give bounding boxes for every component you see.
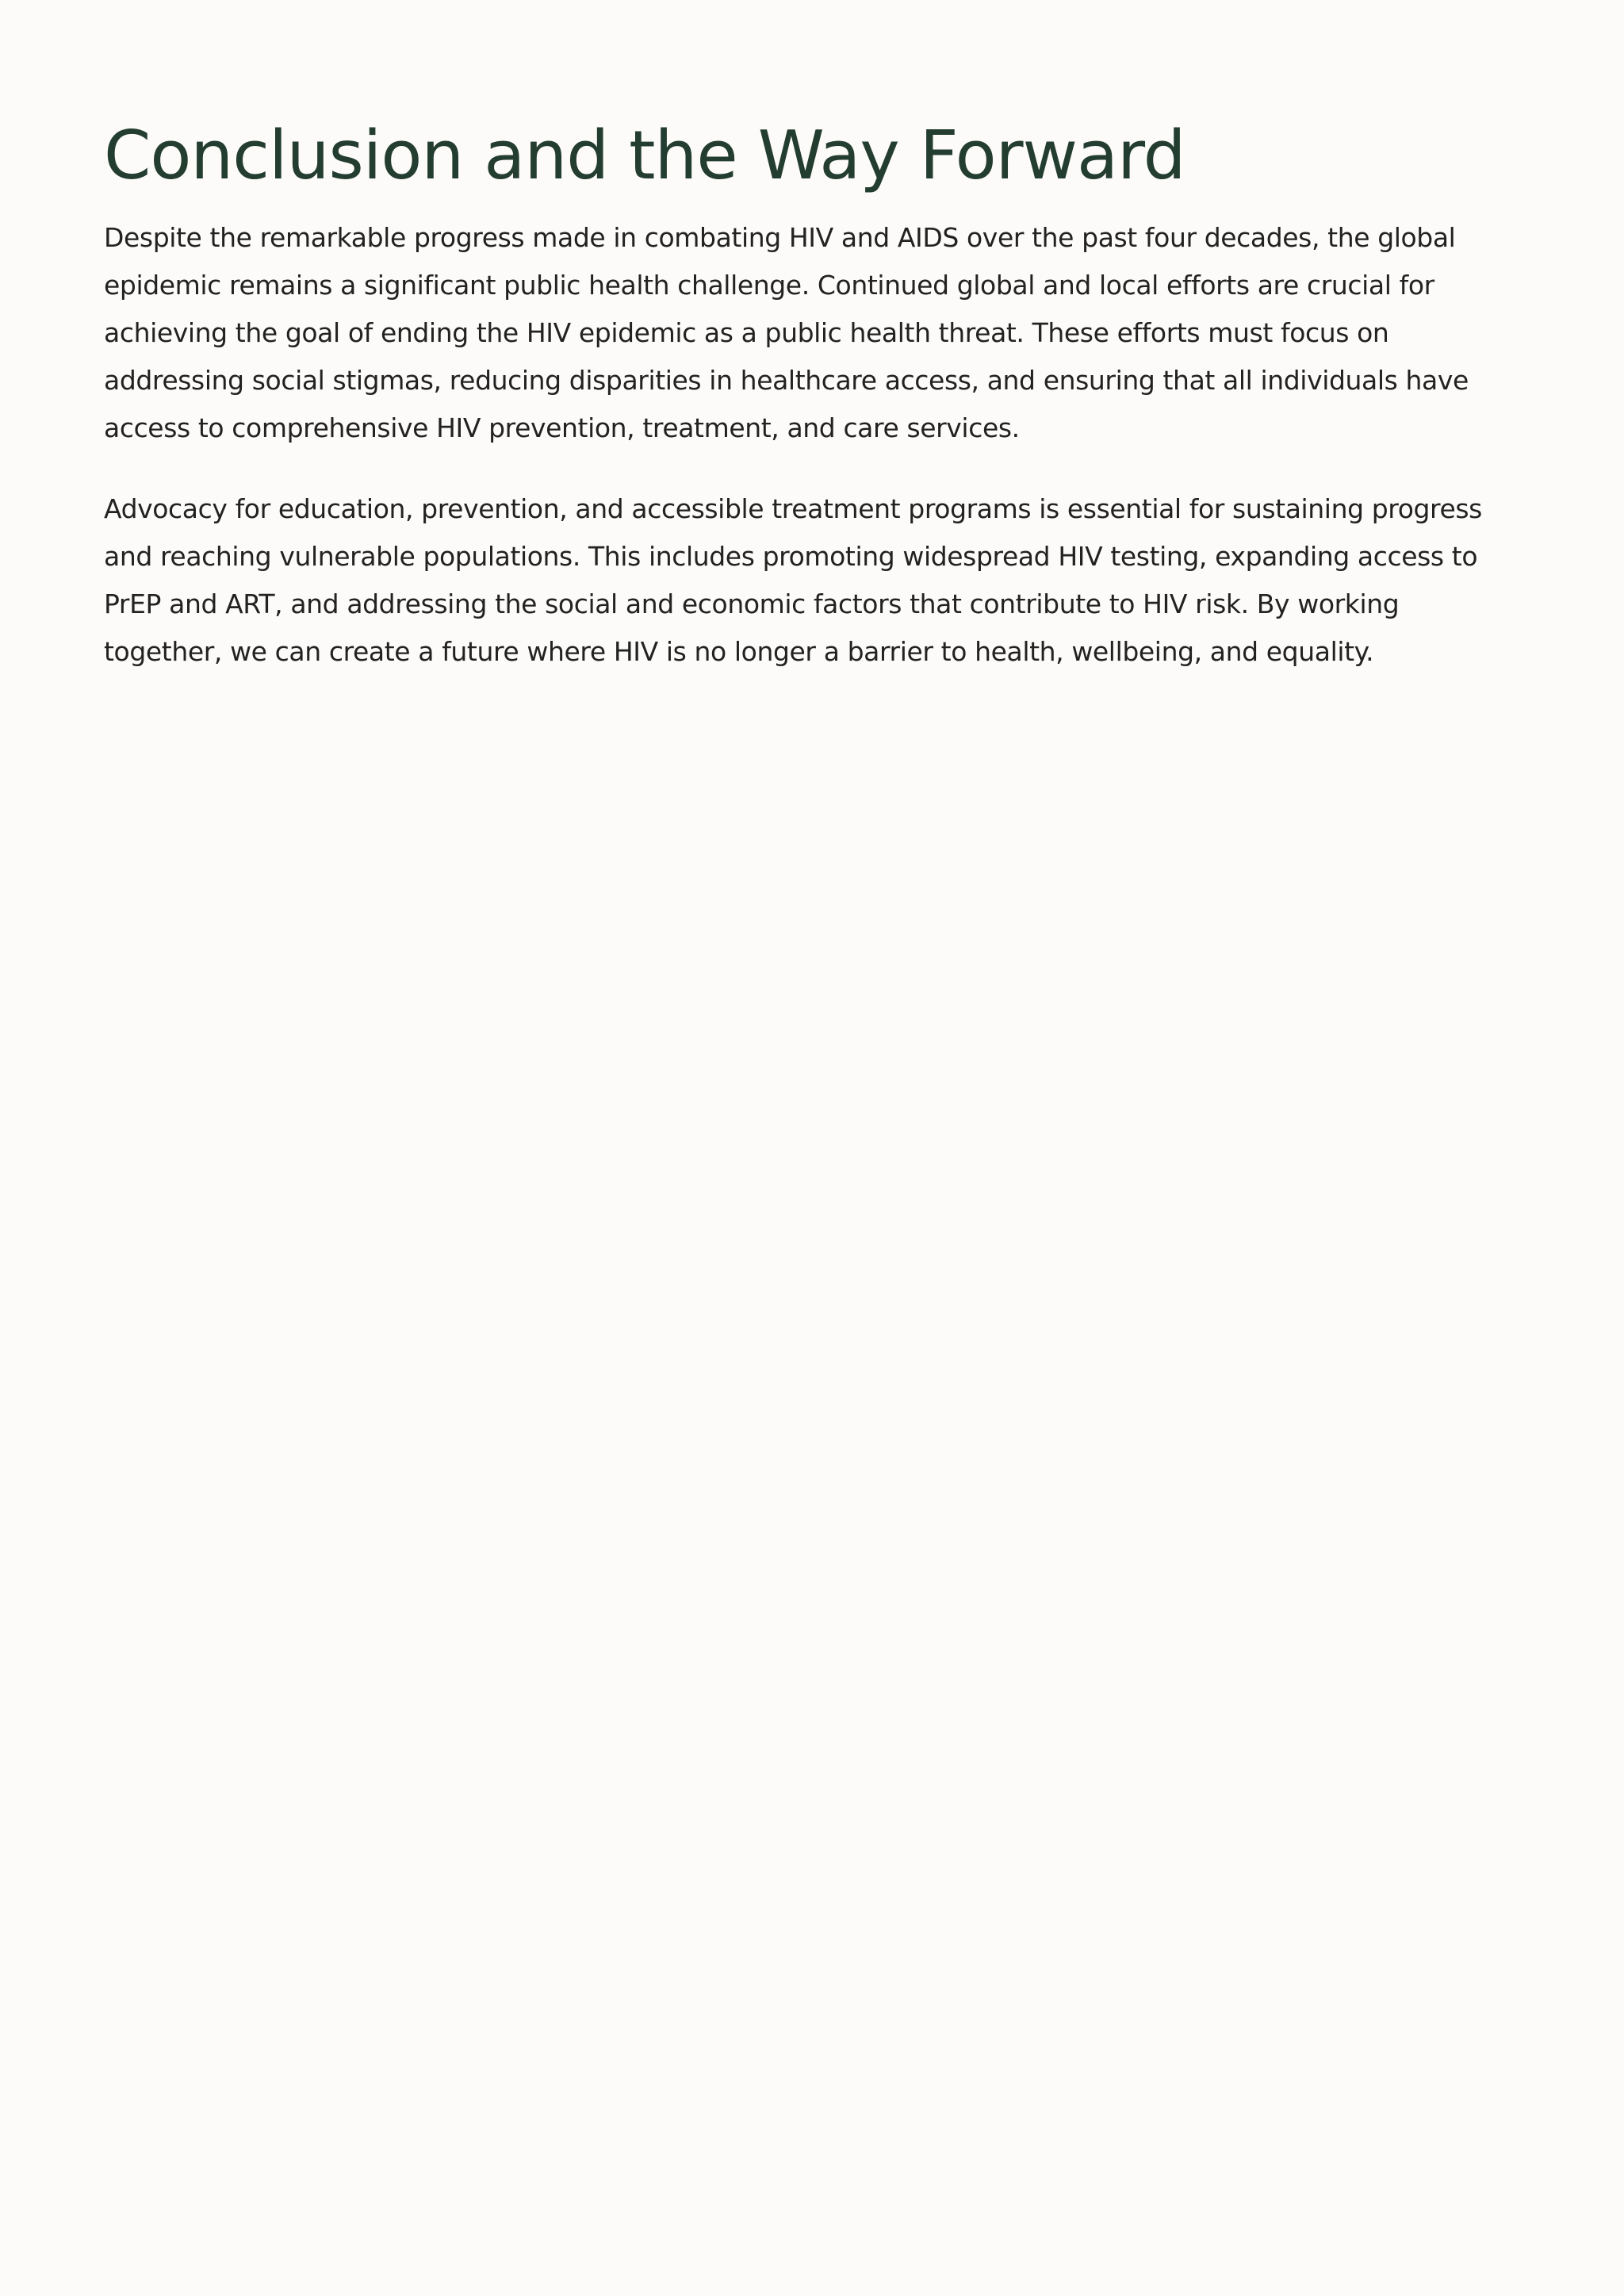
page-title: Conclusion and the Way Forward bbox=[104, 117, 1185, 195]
paragraph-advocacy: Advocacy for education, prevention, and accessible treatment programs is essential for sustaining progress and reaching vulnerable populations. This includes promoting widespread HIV testing, expanding access to PrEP and ART, and addressing the social and economic factors that contribute to HIV risk. By working together, we can create a future where HIV is no longer a barrier to health, wellbeing, and equality. bbox=[104, 493, 1482, 667]
paragraph-progress: Despite the remarkable progress made in combating HIV and AIDS over the past four decades, the global epidemic remains a significant public health challenge. Continued global and local efforts are crucial for achieving the goal of ending the HIV epidemic as a public health threat. These efforts must focus on addressing social stigmas, reducing disparities in healthcare access, and ensuring that all individuals have access to comprehensive HIV prevention, treatment, and care services. bbox=[104, 222, 1469, 443]
